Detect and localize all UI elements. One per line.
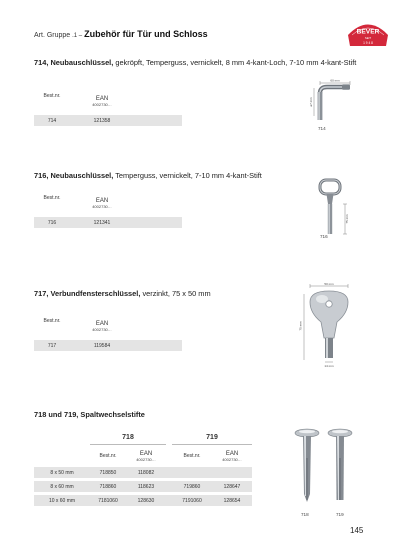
group-number: .1 –: [72, 33, 83, 39]
section-718-719-table: [34, 431, 252, 506]
section-714-table: [34, 88, 182, 126]
section-717-table: [34, 313, 182, 351]
key-716-figure: [312, 176, 356, 240]
svg-text:50 mm: 50 mm: [324, 282, 334, 286]
best-nr-header: Best.nr.: [34, 313, 70, 340]
ean-header: EAN 4002730…: [222, 450, 242, 462]
svg-text:ø7 mm: ø7 mm: [308, 97, 313, 107]
logo-line1: SEIT: [364, 36, 372, 40]
ean-header: EAN 4002730…: [70, 88, 134, 115]
svg-text:75 mm: 75 mm: [345, 214, 349, 224]
ean-header: EAN 4002730…: [70, 190, 134, 217]
art-gruppe-label: Art. Gruppe: [34, 32, 71, 39]
pins-718-719-figure: [286, 424, 362, 510]
table-row: 8 x 50 mm 718850 118082: [34, 467, 252, 478]
svg-text:60 mm: 60 mm: [330, 78, 340, 83]
figure-caption-718: 718: [301, 512, 309, 517]
svg-text:14 mm: 14 mm: [324, 364, 334, 368]
bever-logo: [346, 20, 390, 48]
section-716-title: 716, Neubauschlüssel, Temperguss, vernickelt, 7-10 mm 4-kant-Stift: [34, 171, 262, 180]
pin-719-figure: [328, 429, 352, 500]
section-716-table: [34, 190, 182, 228]
table-row: 714 121358: [34, 115, 182, 126]
table-row: 10 x 60 mm 7181060 128630 7191060 128654: [34, 495, 252, 506]
svg-text:75 mm: 75 mm: [298, 321, 303, 331]
section-717-title: 717, Verbundfensterschlüssel, verzinkt, 75 x 50 mm: [34, 289, 211, 298]
column-718-header: 718: [122, 434, 134, 441]
ean-header: EAN 4002730…: [70, 313, 134, 340]
best-nr-header: Best.nr.: [183, 453, 201, 459]
best-nr-header: Best.nr.: [99, 453, 117, 459]
ean-header: EAN 4002730…: [136, 450, 156, 462]
pin-718-figure: [295, 429, 319, 502]
key-717-figure: [296, 282, 358, 372]
table-row: 716 121341: [34, 217, 182, 228]
section-718-719-title: 718 und 719, Spaltwechselstifte: [34, 410, 145, 419]
key-714-figure: [306, 78, 354, 134]
page-header: [34, 29, 208, 39]
column-719-header: 719: [206, 434, 218, 441]
group-title: Zubehör für Tür und Schloss: [84, 29, 208, 39]
table-row: 8 x 60 mm 718860 118623 719860 128647: [34, 481, 252, 492]
figure-caption-719: 719: [336, 512, 344, 517]
page-number: 145: [350, 526, 364, 535]
table-row: 717 119584: [34, 340, 182, 351]
figure-caption-714: 714: [318, 126, 326, 131]
section-714-title: 714, Neubauschlüssel, gekröpft, Temperguss, vernickelt, 8 mm 4-kant-Loch, 7-10 mm 4-kant-Stift: [34, 58, 357, 67]
best-nr-header: Best.nr.: [34, 88, 70, 115]
logo-line2: 1 9 4 8: [363, 41, 373, 45]
logo-brand: BEVER: [356, 28, 380, 36]
figure-caption-716: 716: [320, 234, 328, 239]
best-nr-header: Best.nr.: [34, 190, 70, 217]
